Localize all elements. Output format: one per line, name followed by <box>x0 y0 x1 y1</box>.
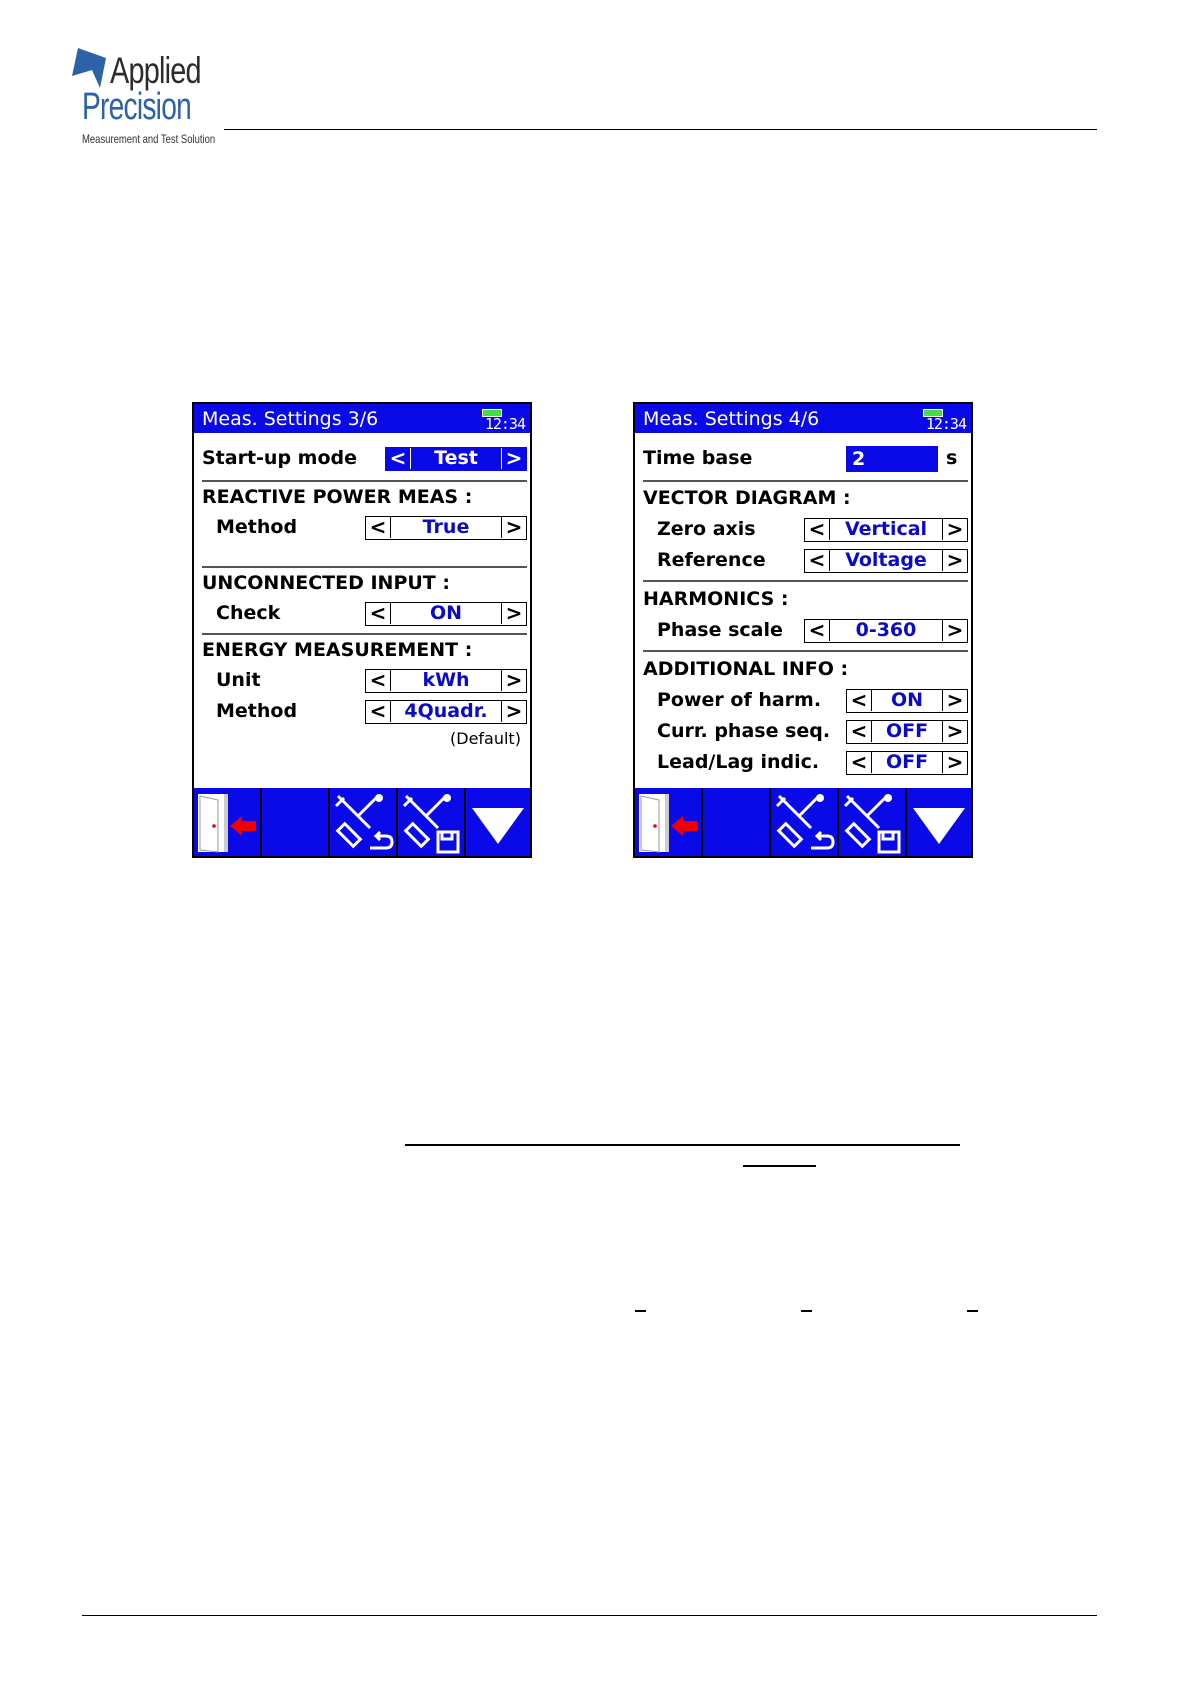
prev-arrow-button[interactable]: < <box>805 519 830 540</box>
phase-scale-label: Phase scale <box>657 619 783 641</box>
clock: 12:34 <box>484 415 525 433</box>
footer-rule <box>82 1615 1097 1616</box>
lead-lag-label: Lead/Lag indic. <box>657 751 820 773</box>
next-arrow-button[interactable]: > <box>501 448 526 469</box>
logo-tagline: Measurement and Test Solution <box>82 132 216 146</box>
next-arrow-button[interactable]: > <box>942 752 967 773</box>
exit-button[interactable] <box>635 788 703 856</box>
tools-undo-icon <box>771 788 837 856</box>
divider <box>202 566 527 568</box>
curr-phase-seq-selector[interactable] <box>846 720 968 744</box>
curr-phase-seq-value: OFF <box>885 720 929 742</box>
zero-axis-selector[interactable] <box>804 518 968 542</box>
next-arrow-button[interactable]: > <box>942 620 967 641</box>
next-arrow-button[interactable]: > <box>501 603 526 624</box>
prev-arrow-button[interactable]: < <box>805 620 830 641</box>
divider <box>643 580 968 582</box>
lead-lag-value: OFF <box>885 751 929 773</box>
power-harm-value: ON <box>890 689 924 711</box>
underscore-mark <box>967 1310 978 1312</box>
prev-arrow-button[interactable]: < <box>386 448 411 469</box>
check-value: ON <box>429 602 463 624</box>
energy-method-selector[interactable] <box>365 700 527 724</box>
prev-arrow-button[interactable]: < <box>366 670 391 691</box>
exit-button[interactable] <box>194 788 262 856</box>
check-selector[interactable] <box>365 602 527 626</box>
tools-undo-icon <box>330 788 396 856</box>
title-bar <box>635 404 971 433</box>
next-arrow-button[interactable]: > <box>942 519 967 540</box>
zero-axis-label: Zero axis <box>657 518 756 540</box>
curr-phase-seq-label: Curr. phase seq. <box>657 720 831 742</box>
underscore-mark <box>635 1310 646 1312</box>
underline-short <box>743 1165 816 1167</box>
empty-function-slot[interactable] <box>262 788 330 856</box>
prev-arrow-button[interactable]: < <box>805 550 830 571</box>
tools-save-icon <box>398 788 464 856</box>
reactive-method-label: Method <box>216 516 298 538</box>
divider <box>202 633 527 635</box>
reference-label: Reference <box>657 549 766 571</box>
startup-mode-value: Test <box>434 447 478 469</box>
time-base-input[interactable]: 2 <box>846 446 938 472</box>
additional-info-heading: ADDITIONAL INFO : <box>643 658 849 680</box>
zero-axis-value: Vertical <box>844 518 928 540</box>
unit-label: Unit <box>216 669 261 691</box>
restore-defaults-button[interactable] <box>771 788 839 856</box>
divider <box>643 480 968 482</box>
reactive-method-value: True <box>422 516 470 538</box>
underline-long <box>405 1144 960 1146</box>
energy-method-label: Method <box>216 700 298 722</box>
unit-value: kWh <box>422 669 470 691</box>
screen-title: Meas. Settings 4/6 <box>643 408 820 430</box>
exit-door-icon <box>635 788 701 856</box>
energy-measurement-heading: ENERGY MEASUREMENT : <box>202 639 473 661</box>
phase-scale-value: 0-360 <box>855 619 917 641</box>
prev-arrow-button[interactable]: < <box>366 603 391 624</box>
title-bar <box>194 404 530 433</box>
power-harm-selector[interactable] <box>846 689 968 713</box>
prev-arrow-button[interactable]: < <box>847 690 872 711</box>
clock: 12:34 <box>925 415 966 433</box>
tools-save-icon <box>839 788 905 856</box>
time-base-unit: s <box>946 447 958 469</box>
time-base-label: Time base <box>643 447 753 469</box>
energy-method-value: 4Quadr. <box>404 700 488 722</box>
prev-arrow-button[interactable]: < <box>366 701 391 722</box>
next-arrow-button[interactable]: > <box>942 721 967 742</box>
empty-function-slot[interactable] <box>703 788 771 856</box>
header-rule <box>224 129 1097 130</box>
startup-mode-label: Start-up mode <box>202 447 358 469</box>
prev-arrow-button[interactable]: < <box>366 517 391 538</box>
next-page-button[interactable] <box>907 788 971 856</box>
function-toolbar <box>194 788 530 856</box>
harmonics-heading: HARMONICS : <box>643 588 789 610</box>
restore-defaults-button[interactable] <box>330 788 398 856</box>
device-screen-settings-4 <box>633 402 973 858</box>
reference-selector[interactable] <box>804 549 968 573</box>
screen-title: Meas. Settings 3/6 <box>202 408 379 430</box>
prev-arrow-button[interactable]: < <box>847 752 872 773</box>
exit-door-icon <box>194 788 260 856</box>
next-arrow-button[interactable]: > <box>942 690 967 711</box>
check-label: Check <box>216 602 281 624</box>
lead-lag-selector[interactable] <box>846 751 968 775</box>
logo-word-precision: Precision <box>82 86 191 128</box>
down-arrow-icon <box>907 788 971 856</box>
next-arrow-button[interactable]: > <box>501 517 526 538</box>
power-harm-label: Power of harm. <box>657 689 822 711</box>
reference-value: Voltage <box>845 549 927 571</box>
unconnected-input-heading: UNCONNECTED INPUT : <box>202 572 450 594</box>
next-arrow-button[interactable]: > <box>501 670 526 691</box>
company-logo <box>70 46 220 146</box>
logo-mark-icon <box>72 48 108 90</box>
default-note: (Default) <box>450 729 521 748</box>
reactive-power-heading: REACTIVE POWER MEAS : <box>202 486 473 508</box>
reactive-method-selector[interactable] <box>365 516 527 540</box>
next-page-button[interactable] <box>466 788 530 856</box>
next-arrow-button[interactable]: > <box>501 701 526 722</box>
underscore-mark <box>801 1310 812 1312</box>
save-settings-button[interactable] <box>398 788 466 856</box>
prev-arrow-button[interactable]: < <box>847 721 872 742</box>
down-arrow-icon <box>466 788 530 856</box>
logo-word-applied: Applied <box>110 50 201 91</box>
device-screen-settings-3 <box>192 402 532 858</box>
vector-diagram-heading: VECTOR DIAGRAM : <box>643 487 851 509</box>
divider <box>202 480 527 482</box>
function-toolbar <box>635 788 971 856</box>
divider <box>643 650 968 652</box>
unit-selector[interactable] <box>365 669 527 693</box>
next-arrow-button[interactable]: > <box>942 550 967 571</box>
phase-scale-selector[interactable] <box>804 619 968 643</box>
startup-mode-selector[interactable] <box>385 447 527 471</box>
save-settings-button[interactable] <box>839 788 907 856</box>
